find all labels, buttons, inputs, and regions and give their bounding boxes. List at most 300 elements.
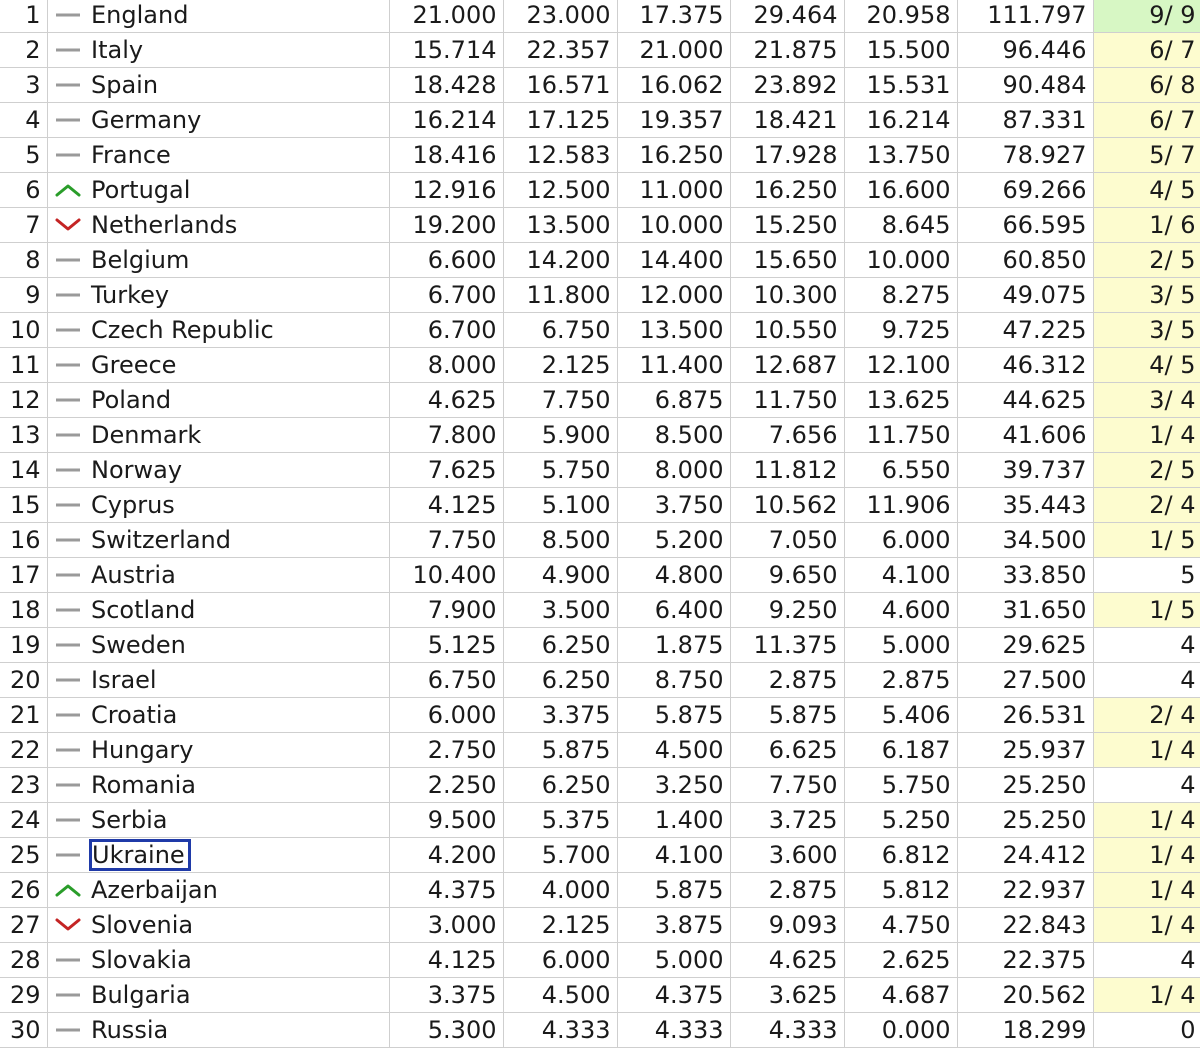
season-2-cell: 22.357 xyxy=(503,33,617,68)
country-name[interactable]: Czech Republic xyxy=(91,316,274,344)
trend-cell xyxy=(47,33,89,68)
trend-flat-icon xyxy=(48,397,90,403)
season-4-cell: 10.300 xyxy=(730,278,844,313)
rank-cell: 17 xyxy=(0,558,47,593)
country-name[interactable]: France xyxy=(91,141,171,169)
season-1-cell: 18.416 xyxy=(389,138,503,173)
season-2-cell: 8.500 xyxy=(503,523,617,558)
rank-cell: 7 xyxy=(0,208,47,243)
country-cell[interactable] xyxy=(89,278,389,313)
teams-remaining-cell: 1/ 4 xyxy=(1093,733,1200,768)
table-row[interactable] xyxy=(0,453,1200,488)
country-cell[interactable] xyxy=(89,978,389,1013)
season-5-cell: 4.750 xyxy=(844,908,957,943)
table-row[interactable] xyxy=(0,558,1200,593)
country-cell[interactable] xyxy=(89,348,389,383)
trend-flat-icon xyxy=(48,117,90,123)
season-1-cell: 16.214 xyxy=(389,103,503,138)
season-2-cell: 16.571 xyxy=(503,68,617,103)
country-cell[interactable] xyxy=(89,663,389,698)
country-cell[interactable] xyxy=(89,243,389,278)
country-cell[interactable] xyxy=(89,593,389,628)
season-1-cell: 5.125 xyxy=(389,628,503,663)
season-4-cell: 11.812 xyxy=(730,453,844,488)
country-cell[interactable] xyxy=(89,523,389,558)
trend-cell xyxy=(47,873,89,908)
table-row[interactable] xyxy=(0,908,1200,943)
season-2-cell: 4.900 xyxy=(503,558,617,593)
country-cell[interactable] xyxy=(89,803,389,838)
season-5-cell: 13.750 xyxy=(844,138,957,173)
total-cell: 22.937 xyxy=(957,873,1093,908)
table-row[interactable] xyxy=(0,348,1200,383)
country-cell[interactable] xyxy=(89,383,389,418)
season-5-cell: 9.725 xyxy=(844,313,957,348)
country-cell[interactable] xyxy=(89,873,389,908)
country-name[interactable]: Denmark xyxy=(91,421,202,449)
table-row[interactable] xyxy=(0,103,1200,138)
total-cell: 96.446 xyxy=(957,33,1093,68)
total-cell: 49.075 xyxy=(957,278,1093,313)
season-4-cell: 9.093 xyxy=(730,908,844,943)
season-3-cell: 19.357 xyxy=(617,103,730,138)
trend-flat-icon xyxy=(48,327,90,333)
season-4-cell: 4.333 xyxy=(730,1013,844,1048)
selected-country-name[interactable]: Ukraine xyxy=(91,841,189,869)
country-cell[interactable] xyxy=(89,103,389,138)
teams-remaining-cell: 1/ 5 xyxy=(1093,593,1200,628)
season-1-cell: 5.300 xyxy=(389,1013,503,1048)
table-row[interactable] xyxy=(0,838,1200,873)
country-cell[interactable] xyxy=(89,453,389,488)
season-5-cell: 8.275 xyxy=(844,278,957,313)
season-1-cell: 4.375 xyxy=(389,873,503,908)
season-5-cell: 11.906 xyxy=(844,488,957,523)
season-4-cell: 7.656 xyxy=(730,418,844,453)
country-name[interactable]: Spain xyxy=(91,71,159,99)
teams-remaining-cell: 1/ 4 xyxy=(1093,418,1200,453)
country-name[interactable]: Russia xyxy=(91,1016,169,1044)
season-4-cell: 11.750 xyxy=(730,383,844,418)
country-name[interactable]: Turkey xyxy=(91,281,170,309)
season-2-cell: 4.333 xyxy=(503,1013,617,1048)
season-2-cell: 5.750 xyxy=(503,453,617,488)
total-cell: 90.484 xyxy=(957,68,1093,103)
table-row[interactable] xyxy=(0,978,1200,1013)
season-2-cell: 5.900 xyxy=(503,418,617,453)
rank-cell: 14 xyxy=(0,453,47,488)
season-5-cell: 5.000 xyxy=(844,628,957,663)
teams-remaining-cell: 1/ 4 xyxy=(1093,978,1200,1013)
season-2-cell: 11.800 xyxy=(503,278,617,313)
rank-cell: 10 xyxy=(0,313,47,348)
country-name[interactable]: Poland xyxy=(91,386,172,414)
season-4-cell: 3.600 xyxy=(730,838,844,873)
trend-cell xyxy=(47,243,89,278)
season-1-cell: 7.800 xyxy=(389,418,503,453)
table-row[interactable] xyxy=(0,313,1200,348)
country-cell[interactable] xyxy=(89,488,389,523)
rank-cell: 22 xyxy=(0,733,47,768)
season-4-cell: 10.550 xyxy=(730,313,844,348)
total-cell: 46.312 xyxy=(957,348,1093,383)
trend-flat-icon xyxy=(48,362,90,368)
trend-down-icon xyxy=(48,218,90,232)
teams-remaining-cell: 4/ 5 xyxy=(1093,348,1200,383)
season-3-cell: 10.000 xyxy=(617,208,730,243)
country-name[interactable]: England xyxy=(91,1,189,29)
country-name[interactable]: Sweden xyxy=(91,631,186,659)
country-cell[interactable] xyxy=(89,733,389,768)
season-3-cell: 17.375 xyxy=(617,0,730,33)
table-row[interactable] xyxy=(0,768,1200,803)
total-cell: 60.850 xyxy=(957,243,1093,278)
teams-remaining-cell: 1/ 5 xyxy=(1093,523,1200,558)
teams-remaining-cell: 2/ 4 xyxy=(1093,488,1200,523)
season-5-cell: 6.550 xyxy=(844,453,957,488)
table-row[interactable] xyxy=(0,628,1200,663)
season-5-cell: 8.645 xyxy=(844,208,957,243)
country-name[interactable]: Hungary xyxy=(91,736,194,764)
country-cell[interactable] xyxy=(89,768,389,803)
season-4-cell: 5.875 xyxy=(730,698,844,733)
season-4-cell: 10.562 xyxy=(730,488,844,523)
total-cell: 35.443 xyxy=(957,488,1093,523)
total-cell: 41.606 xyxy=(957,418,1093,453)
season-5-cell: 10.000 xyxy=(844,243,957,278)
season-4-cell: 7.050 xyxy=(730,523,844,558)
trend-flat-icon xyxy=(48,712,90,718)
country-cell[interactable] xyxy=(89,208,389,243)
teams-remaining-cell: 5/ 7 xyxy=(1093,138,1200,173)
season-1-cell: 2.250 xyxy=(389,768,503,803)
trend-cell xyxy=(47,103,89,138)
table-row[interactable] xyxy=(0,663,1200,698)
rank-cell: 27 xyxy=(0,908,47,943)
country-name[interactable]: Slovakia xyxy=(91,946,192,974)
season-2-cell: 2.125 xyxy=(503,908,617,943)
season-1-cell: 3.375 xyxy=(389,978,503,1013)
table-row[interactable] xyxy=(0,278,1200,313)
country-name[interactable]: Scotland xyxy=(91,596,196,624)
table-row[interactable] xyxy=(0,803,1200,838)
rank-cell: 20 xyxy=(0,663,47,698)
teams-remaining-cell: 3/ 5 xyxy=(1093,278,1200,313)
season-3-cell: 6.400 xyxy=(617,593,730,628)
country-cell[interactable] xyxy=(89,173,389,208)
season-4-cell: 7.750 xyxy=(730,768,844,803)
season-5-cell: 4.687 xyxy=(844,978,957,1013)
trend-cell xyxy=(47,838,89,873)
trend-flat-icon xyxy=(48,292,90,298)
season-2-cell: 12.583 xyxy=(503,138,617,173)
country-cell[interactable] xyxy=(89,68,389,103)
trend-cell xyxy=(47,453,89,488)
season-4-cell: 11.375 xyxy=(730,628,844,663)
country-cell[interactable] xyxy=(89,628,389,663)
trend-cell xyxy=(47,173,89,208)
teams-remaining-cell: 4 xyxy=(1093,943,1200,978)
total-cell: 66.595 xyxy=(957,208,1093,243)
season-5-cell: 13.625 xyxy=(844,383,957,418)
country-name[interactable]: Romania xyxy=(91,771,196,799)
season-1-cell: 19.200 xyxy=(389,208,503,243)
trend-flat-icon xyxy=(48,677,90,683)
trend-flat-icon xyxy=(48,572,90,578)
trend-cell xyxy=(47,663,89,698)
table-row[interactable] xyxy=(0,208,1200,243)
table-row[interactable] xyxy=(0,593,1200,628)
season-3-cell: 11.400 xyxy=(617,348,730,383)
country-name[interactable]: Austria xyxy=(91,561,176,589)
season-1-cell: 21.000 xyxy=(389,0,503,33)
rank-cell: 2 xyxy=(0,33,47,68)
trend-flat-icon xyxy=(48,1027,90,1033)
season-2-cell: 4.500 xyxy=(503,978,617,1013)
season-3-cell: 4.800 xyxy=(617,558,730,593)
season-2-cell: 23.000 xyxy=(503,0,617,33)
season-5-cell: 2.625 xyxy=(844,943,957,978)
rank-cell: 28 xyxy=(0,943,47,978)
country-cell[interactable] xyxy=(89,698,389,733)
table-row[interactable] xyxy=(0,488,1200,523)
teams-remaining-cell: 6/ 7 xyxy=(1093,103,1200,138)
season-5-cell: 5.406 xyxy=(844,698,957,733)
table-row[interactable] xyxy=(0,1013,1200,1048)
season-1-cell: 12.916 xyxy=(389,173,503,208)
season-4-cell: 16.250 xyxy=(730,173,844,208)
teams-remaining-cell: 4 xyxy=(1093,768,1200,803)
rank-cell: 29 xyxy=(0,978,47,1013)
rank-cell: 1 xyxy=(0,0,47,33)
season-1-cell: 18.428 xyxy=(389,68,503,103)
season-3-cell: 3.250 xyxy=(617,768,730,803)
trend-up-icon xyxy=(48,883,90,897)
trend-cell xyxy=(47,313,89,348)
season-4-cell: 9.250 xyxy=(730,593,844,628)
rank-cell: 26 xyxy=(0,873,47,908)
season-2-cell: 4.000 xyxy=(503,873,617,908)
trend-flat-icon xyxy=(48,257,90,263)
total-cell: 111.797 xyxy=(957,0,1093,33)
season-3-cell: 1.875 xyxy=(617,628,730,663)
season-5-cell: 11.750 xyxy=(844,418,957,453)
country-cell[interactable] xyxy=(89,138,389,173)
trend-cell xyxy=(47,348,89,383)
trend-flat-icon xyxy=(48,432,90,438)
country-name[interactable]: Cyprus xyxy=(91,491,175,519)
total-cell: 18.299 xyxy=(957,1013,1093,1048)
teams-remaining-cell: 4/ 5 xyxy=(1093,173,1200,208)
season-1-cell: 4.125 xyxy=(389,488,503,523)
country-name[interactable]: Azerbaijan xyxy=(91,876,218,904)
season-5-cell: 16.600 xyxy=(844,173,957,208)
season-4-cell: 2.875 xyxy=(730,663,844,698)
table-row[interactable] xyxy=(0,243,1200,278)
season-2-cell: 14.200 xyxy=(503,243,617,278)
season-4-cell: 3.625 xyxy=(730,978,844,1013)
season-1-cell: 15.714 xyxy=(389,33,503,68)
season-1-cell: 6.700 xyxy=(389,313,503,348)
season-3-cell: 6.875 xyxy=(617,383,730,418)
season-1-cell: 4.200 xyxy=(389,838,503,873)
country-name[interactable]: Slovenia xyxy=(91,911,194,939)
total-cell: 34.500 xyxy=(957,523,1093,558)
country-cell[interactable] xyxy=(89,943,389,978)
teams-remaining-cell: 3/ 4 xyxy=(1093,383,1200,418)
total-cell: 22.375 xyxy=(957,943,1093,978)
season-3-cell: 13.500 xyxy=(617,313,730,348)
table-row[interactable] xyxy=(0,733,1200,768)
total-cell: 25.250 xyxy=(957,768,1093,803)
season-5-cell: 6.812 xyxy=(844,838,957,873)
season-3-cell: 8.750 xyxy=(617,663,730,698)
trend-flat-icon xyxy=(48,47,90,53)
country-cell[interactable] xyxy=(89,0,389,33)
season-2-cell: 5.700 xyxy=(503,838,617,873)
table-row[interactable] xyxy=(0,698,1200,733)
teams-remaining-cell: 1/ 4 xyxy=(1093,838,1200,873)
country-name[interactable]: Norway xyxy=(91,456,183,484)
season-1-cell: 7.900 xyxy=(389,593,503,628)
season-3-cell: 5.875 xyxy=(617,698,730,733)
table-row[interactable] xyxy=(0,873,1200,908)
trend-cell xyxy=(47,138,89,173)
season-2-cell: 5.375 xyxy=(503,803,617,838)
table-row[interactable] xyxy=(0,0,1200,33)
country-cell[interactable] xyxy=(89,313,389,348)
country-cell[interactable] xyxy=(89,838,389,873)
teams-remaining-cell: 4 xyxy=(1093,628,1200,663)
season-5-cell: 5.250 xyxy=(844,803,957,838)
season-2-cell: 5.100 xyxy=(503,488,617,523)
country-cell[interactable] xyxy=(89,908,389,943)
season-5-cell: 5.812 xyxy=(844,873,957,908)
trend-cell xyxy=(47,558,89,593)
country-name[interactable]: Israel xyxy=(91,666,157,694)
table-row[interactable] xyxy=(0,68,1200,103)
rank-cell: 24 xyxy=(0,803,47,838)
country-name[interactable]: Portugal xyxy=(91,176,191,204)
rank-cell: 16 xyxy=(0,523,47,558)
season-4-cell: 3.725 xyxy=(730,803,844,838)
season-1-cell: 7.750 xyxy=(389,523,503,558)
rank-cell: 21 xyxy=(0,698,47,733)
rank-cell: 6 xyxy=(0,173,47,208)
season-3-cell: 12.000 xyxy=(617,278,730,313)
country-name[interactable]: Serbia xyxy=(91,806,168,834)
season-3-cell: 16.250 xyxy=(617,138,730,173)
total-cell: 78.927 xyxy=(957,138,1093,173)
trend-cell xyxy=(47,418,89,453)
season-1-cell: 8.000 xyxy=(389,348,503,383)
rank-cell: 23 xyxy=(0,768,47,803)
season-4-cell: 17.928 xyxy=(730,138,844,173)
country-name[interactable]: Switzerland xyxy=(91,526,231,554)
season-2-cell: 17.125 xyxy=(503,103,617,138)
teams-remaining-cell: 1/ 6 xyxy=(1093,208,1200,243)
country-cell[interactable] xyxy=(89,1013,389,1048)
trend-cell xyxy=(47,523,89,558)
rank-cell: 8 xyxy=(0,243,47,278)
trend-flat-icon xyxy=(48,747,90,753)
season-4-cell: 23.892 xyxy=(730,68,844,103)
country-name[interactable]: Greece xyxy=(91,351,177,379)
trend-flat-icon xyxy=(48,12,90,18)
table-row[interactable] xyxy=(0,418,1200,453)
table-row[interactable] xyxy=(0,523,1200,558)
season-4-cell: 6.625 xyxy=(730,733,844,768)
table-row[interactable] xyxy=(0,138,1200,173)
teams-remaining-cell: 2/ 5 xyxy=(1093,453,1200,488)
country-name[interactable]: Italy xyxy=(91,36,144,64)
season-1-cell: 6.750 xyxy=(389,663,503,698)
total-cell: 39.737 xyxy=(957,453,1093,488)
table-row[interactable] xyxy=(0,33,1200,68)
season-1-cell: 4.125 xyxy=(389,943,503,978)
trend-flat-icon xyxy=(48,852,90,858)
season-1-cell: 6.600 xyxy=(389,243,503,278)
total-cell: 29.625 xyxy=(957,628,1093,663)
country-cell[interactable] xyxy=(89,418,389,453)
season-3-cell: 8.500 xyxy=(617,418,730,453)
teams-remaining-cell: 1/ 4 xyxy=(1093,803,1200,838)
trend-cell xyxy=(47,383,89,418)
total-cell: 44.625 xyxy=(957,383,1093,418)
teams-remaining-cell: 1/ 4 xyxy=(1093,873,1200,908)
season-2-cell: 12.500 xyxy=(503,173,617,208)
country-name[interactable]: Belgium xyxy=(91,246,190,274)
season-3-cell: 14.400 xyxy=(617,243,730,278)
trend-flat-icon xyxy=(48,467,90,473)
rank-cell: 25 xyxy=(0,838,47,873)
country-name[interactable]: Bulgaria xyxy=(91,981,191,1009)
teams-remaining-cell: 1/ 4 xyxy=(1093,908,1200,943)
trend-cell xyxy=(47,0,89,33)
table-row[interactable] xyxy=(0,943,1200,978)
trend-cell xyxy=(47,1013,89,1048)
table-row[interactable] xyxy=(0,173,1200,208)
country-name[interactable]: Croatia xyxy=(91,701,178,729)
trend-flat-icon xyxy=(48,82,90,88)
total-cell: 22.843 xyxy=(957,908,1093,943)
trend-flat-icon xyxy=(48,537,90,543)
season-2-cell: 6.250 xyxy=(503,663,617,698)
season-3-cell: 8.000 xyxy=(617,453,730,488)
teams-remaining-cell: 9/ 9 xyxy=(1093,0,1200,33)
season-2-cell: 6.000 xyxy=(503,943,617,978)
country-cell[interactable] xyxy=(89,558,389,593)
teams-remaining-cell: 2/ 4 xyxy=(1093,698,1200,733)
country-name[interactable]: Netherlands xyxy=(91,211,238,239)
season-3-cell: 3.875 xyxy=(617,908,730,943)
season-5-cell: 4.100 xyxy=(844,558,957,593)
season-1-cell: 3.000 xyxy=(389,908,503,943)
country-name[interactable]: Germany xyxy=(91,106,202,134)
rank-cell: 30 xyxy=(0,1013,47,1048)
season-2-cell: 6.250 xyxy=(503,628,617,663)
teams-remaining-cell: 5 xyxy=(1093,558,1200,593)
season-4-cell: 2.875 xyxy=(730,873,844,908)
season-3-cell: 5.875 xyxy=(617,873,730,908)
season-4-cell: 15.250 xyxy=(730,208,844,243)
trend-cell xyxy=(47,488,89,523)
season-5-cell: 20.958 xyxy=(844,0,957,33)
country-cell[interactable] xyxy=(89,33,389,68)
table-row[interactable] xyxy=(0,383,1200,418)
trend-cell xyxy=(47,698,89,733)
season-2-cell: 6.250 xyxy=(503,768,617,803)
